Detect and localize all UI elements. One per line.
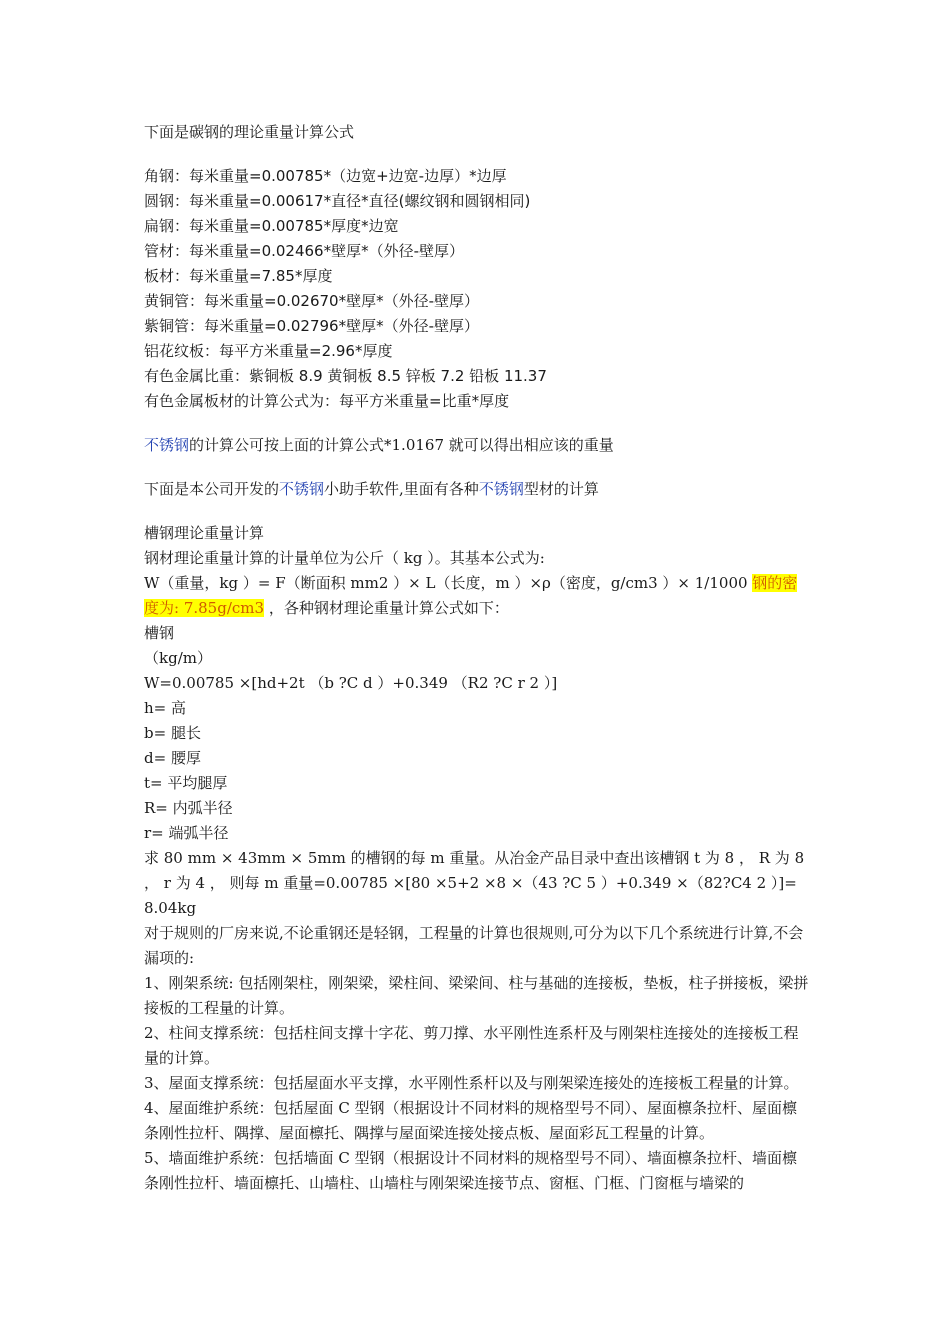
channel-formula: W=0.00785 ×[hd+2t （b ?C d ）+0.349 （R2 ?C r 2 ）] xyxy=(144,674,558,692)
channel-name: 槽钢 xyxy=(144,624,175,642)
variable-def: b= 腿长 xyxy=(144,724,201,742)
variable-def: d= 腰厚 xyxy=(144,749,201,767)
system-item: 4、屋面维护系统：包括屋面 C 型钢（根据设计不同材料的规格型号不同）、屋面檩条拉杆、屋面檩条刚性拉杆、隅撑、屋面檩托、隅撑与屋面梁连接处接点板、屋面彩瓦工程量的计算。 xyxy=(144,1099,798,1142)
variable-def: R= 内弧半径 xyxy=(144,799,233,817)
variable-def: h= 高 xyxy=(144,699,186,717)
stainless-note-text: 的计算公可按上面的计算公式*1.0167 就可以得出相应该的重量 xyxy=(189,436,614,454)
stainless-note xyxy=(144,433,810,458)
stainless-link[interactable]: 不锈钢 xyxy=(478,480,524,498)
system-item: 2、柱间支撑系统：包括柱间支撑十字花、剪刀撑、水平刚性连系杆及与刚架柱连接处的连接板工程量的计算。 xyxy=(144,1024,799,1067)
spacer xyxy=(144,414,810,433)
software-text-2: 小助手软件,里面有各种 xyxy=(324,480,479,498)
spacer xyxy=(144,458,810,477)
formula-line: 角钢：每米重量=0.00785*（边宽+边宽-边厚）*边厚 xyxy=(144,167,507,185)
basic-formula-tail: ，各种钢材理论重量计算公式如下： xyxy=(264,599,509,617)
section-heading: 下面是碳钢的理论重量计算公式 xyxy=(144,123,355,141)
system-item: 5、墙面维护系统：包括墙面 C 型钢（根据设计不同材料的规格型号不同）、墙面檩条拉杆、墙面檩条刚性拉杆、墙面檩托、山墙柱、山墙柱与刚架梁连接节点、窗框、门框、门窗框与墙梁的 xyxy=(144,1149,798,1192)
stainless-link[interactable]: 不锈钢 xyxy=(279,480,325,498)
document-page xyxy=(144,120,810,1196)
formula-line: 紫铜管：每米重量=0.02796*壁厚*（外径-壁厚） xyxy=(144,317,480,335)
system-item: 3、屋面支撑系统：包括屋面水平支撑，水平刚性系杆以及与刚架梁连接处的连接板工程量的计算。 xyxy=(144,1074,799,1092)
formula-line: 管材：每米重量=0.02466*壁厚*（外径-壁厚） xyxy=(144,242,465,260)
systems-intro: 对于规则的厂房来说,不论重钢还是轻钢，工程量的计算也很规则,可分为以下几个系统进行计算,不会漏项的: xyxy=(144,924,804,967)
formula-line: 有色金属板材的计算公式为：每平方米重量=比重*厚度 xyxy=(144,392,510,410)
variable-def: t= 平均腿厚 xyxy=(144,774,228,792)
software-note xyxy=(144,477,810,502)
example-paragraph: 求 80 mm × 43mm × 5mm 的槽钢的每 m 重量。从冶金产品目录中查出该槽钢 t 为 8 ， R 为 8 ， r 为 4 ， 则每 m 重量=0.00785 ×[80 ×5+2 ×8 ×（43 ?C 5 ）+0.349 ×（82?C4 2 ）]= 8.04kg xyxy=(144,849,805,917)
formula-line: 圆钢：每米重量=0.00617*直径*直径(螺纹钢和圆钢相同) xyxy=(144,192,531,210)
channel-unit: （kg/m） xyxy=(144,649,212,667)
channel-title: 槽钢理论重量计算 xyxy=(144,524,265,542)
formula-line: 扁钢：每米重量=0.00785*厚度*边宽 xyxy=(144,217,399,235)
software-text-3: 型材的计算 xyxy=(523,480,599,498)
formula-line: 板材：每米重量=7.85*厚度 xyxy=(144,267,333,285)
spacer xyxy=(144,502,810,521)
spacer xyxy=(144,145,810,164)
system-item: 1、刚架系统: 包括刚架柱，刚架梁，梁柱间、梁梁间、柱与基础的连接板，垫板，柱子拼接板，梁拼接板的工程量的计算。 xyxy=(144,974,809,1017)
formula-line: 有色金属比重：紫铜板 8.9 黄铜板 8.5 锌板 7.2 铅板 11.37 xyxy=(144,367,547,385)
formula-line: 铝花纹板：每平方米重量=2.96*厚度 xyxy=(144,342,393,360)
stainless-link[interactable]: 不锈钢 xyxy=(144,436,190,454)
basic-formula-paragraph xyxy=(144,571,810,621)
density-highlight: 钢的密度为: 7.85g/cm3 xyxy=(144,574,798,617)
basic-formula: W（重量，kg ）= F（断面积 mm2 ）× L（长度，m ）×ρ（密度，g/cm3 ）× 1/1000 xyxy=(144,574,753,592)
variable-def: r= 端弧半径 xyxy=(144,824,229,842)
software-text-1: 下面是本公司开发的 xyxy=(144,480,280,498)
unit-line: 钢材理论重量计算的计量单位为公斤（ kg ）。其基本公式为: xyxy=(144,549,545,567)
formula-line: 黄铜管：每米重量=0.02670*壁厚*（外径-壁厚） xyxy=(144,292,480,310)
